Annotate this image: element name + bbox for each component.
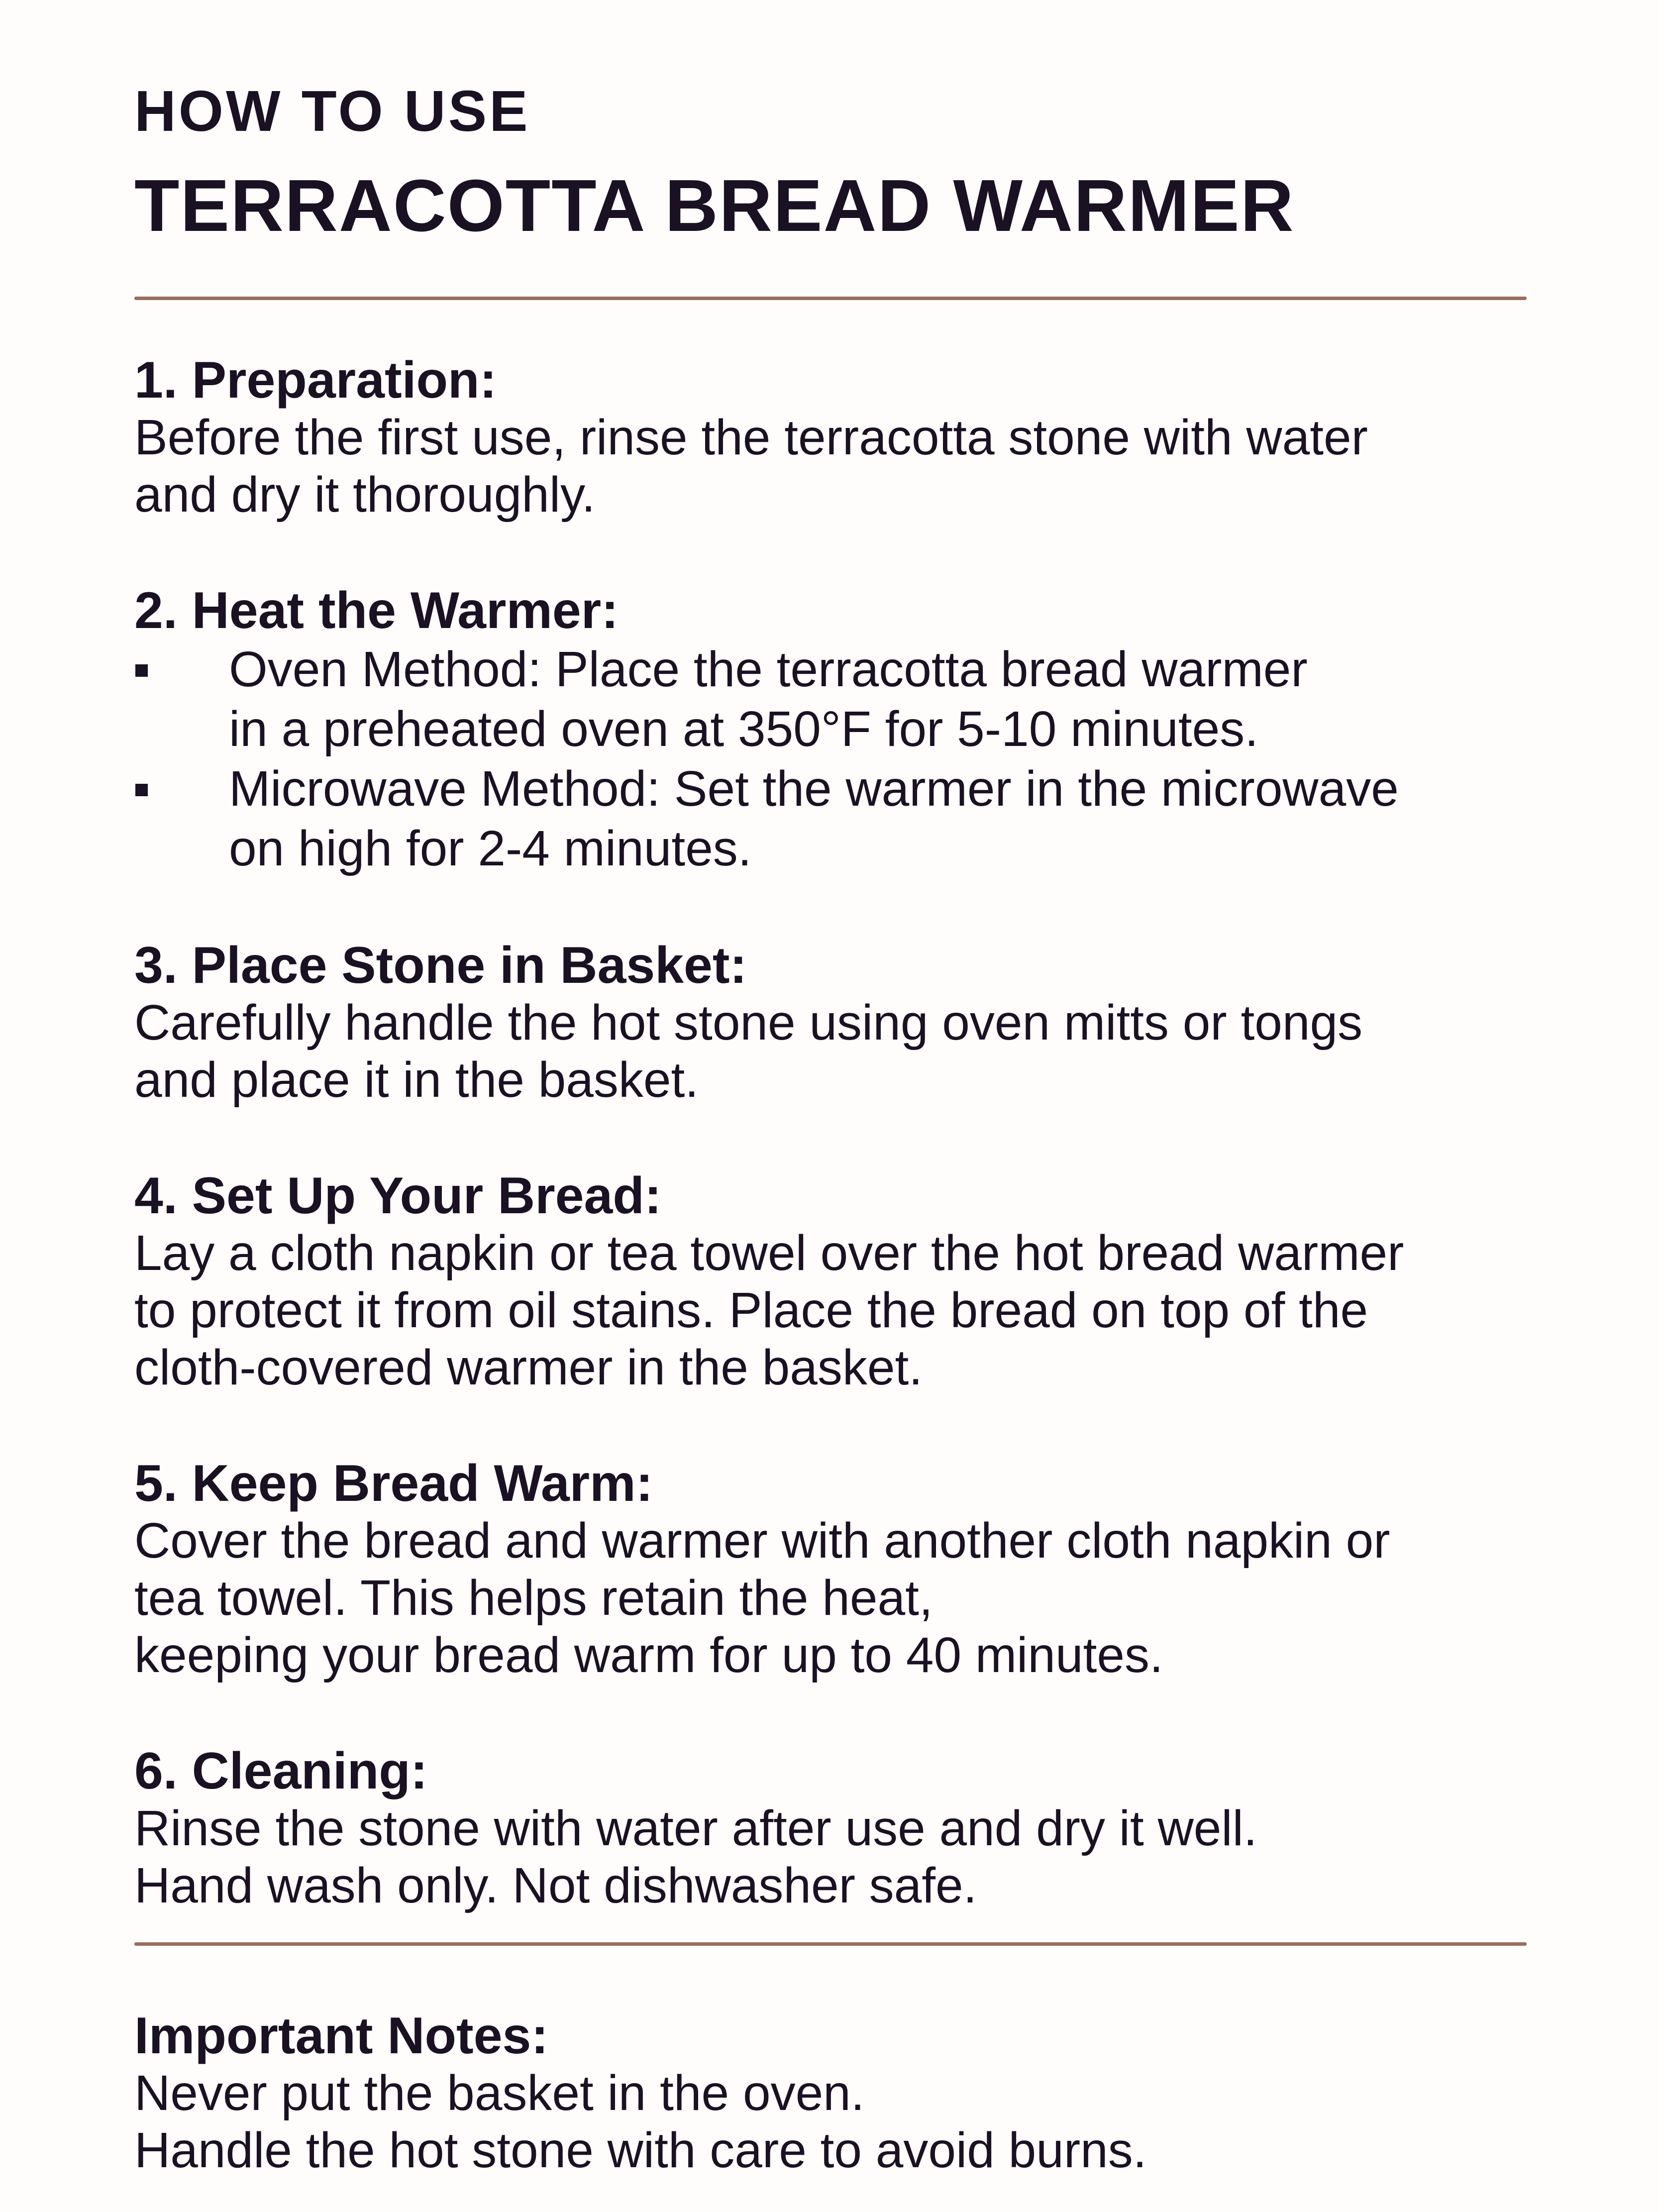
section-important-notes	[134, 2007, 1540, 2179]
bullet-text	[229, 759, 1399, 878]
body-line: and dry it thoroughly.	[134, 466, 596, 523]
body-line: and place it in the basket.	[134, 1052, 699, 1108]
body-line: Handle the hot stone with care to avoid burns.	[134, 2122, 1147, 2178]
body-line: Lay a cloth napkin or tea towel over the hot bread warmer	[134, 1225, 1404, 1281]
body-line: cloth-covered warmer in the basket.	[134, 1339, 923, 1395]
body-line: to protect it from oil stains. Place the bread on top of the	[134, 1282, 1368, 1338]
body-line: keeping your bread warm for up to 40 minutes.	[134, 1627, 1163, 1683]
page-title: TERRACOTTA BREAD WARMER	[134, 164, 1295, 247]
section-heading: 2. Heat the Warmer:	[134, 581, 619, 639]
section-place-stone-in-basket	[134, 937, 1540, 1109]
square-bullet-icon	[135, 784, 148, 796]
body-line: Hand wash only. Not dishwasher safe.	[134, 1857, 977, 1913]
section-keep-bread-warm	[134, 1455, 1540, 1684]
section-heading: 4. Set Up Your Bread:	[134, 1166, 662, 1225]
body-line: Carefully handle the hot stone using oven mitts or tongs	[134, 994, 1363, 1051]
bullet-item-oven-method	[134, 639, 1540, 759]
body-line: on high for 2-4 minutes.	[229, 820, 752, 876]
eyebrow-text: HOW TO USE	[134, 79, 530, 143]
bullet-text	[229, 639, 1308, 759]
section-preparation	[134, 352, 1540, 524]
section-cleaning	[134, 1743, 1540, 1914]
body-line: Never put the basket in the oven.	[134, 2065, 865, 2121]
square-bullet-icon	[135, 664, 148, 677]
body-line: Rinse the stone with water after use and dry it well.	[134, 1800, 1257, 1856]
top-divider	[134, 297, 1527, 300]
bullet-item-microwave-method	[134, 759, 1540, 878]
section-set-up-your-bread	[134, 1167, 1540, 1396]
body-line: Oven Method: Place the terracotta bread warmer	[229, 641, 1308, 697]
section-heading: Important Notes:	[134, 2006, 548, 2065]
body-line: Microwave Method: Set the warmer in the microwave	[229, 760, 1399, 817]
body-line: Before the first use, rinse the terracotta stone with water	[134, 409, 1368, 465]
bottom-divider	[134, 1942, 1527, 1946]
section-heat-the-warmer	[134, 582, 1540, 878]
body-line: tea towel. This helps retain the heat,	[134, 1570, 933, 1626]
section-heading: 5. Keep Bread Warm:	[134, 1454, 653, 1512]
section-heading: 6. Cleaning:	[134, 1742, 428, 1800]
body-line: in a preheated oven at 350°F for 5-10 minutes.	[229, 701, 1259, 757]
section-heading: 3. Place Stone in Basket:	[134, 936, 747, 994]
section-heading: 1. Preparation:	[134, 351, 497, 409]
body-line: Cover the bread and warmer with another cloth napkin or	[134, 1512, 1390, 1569]
